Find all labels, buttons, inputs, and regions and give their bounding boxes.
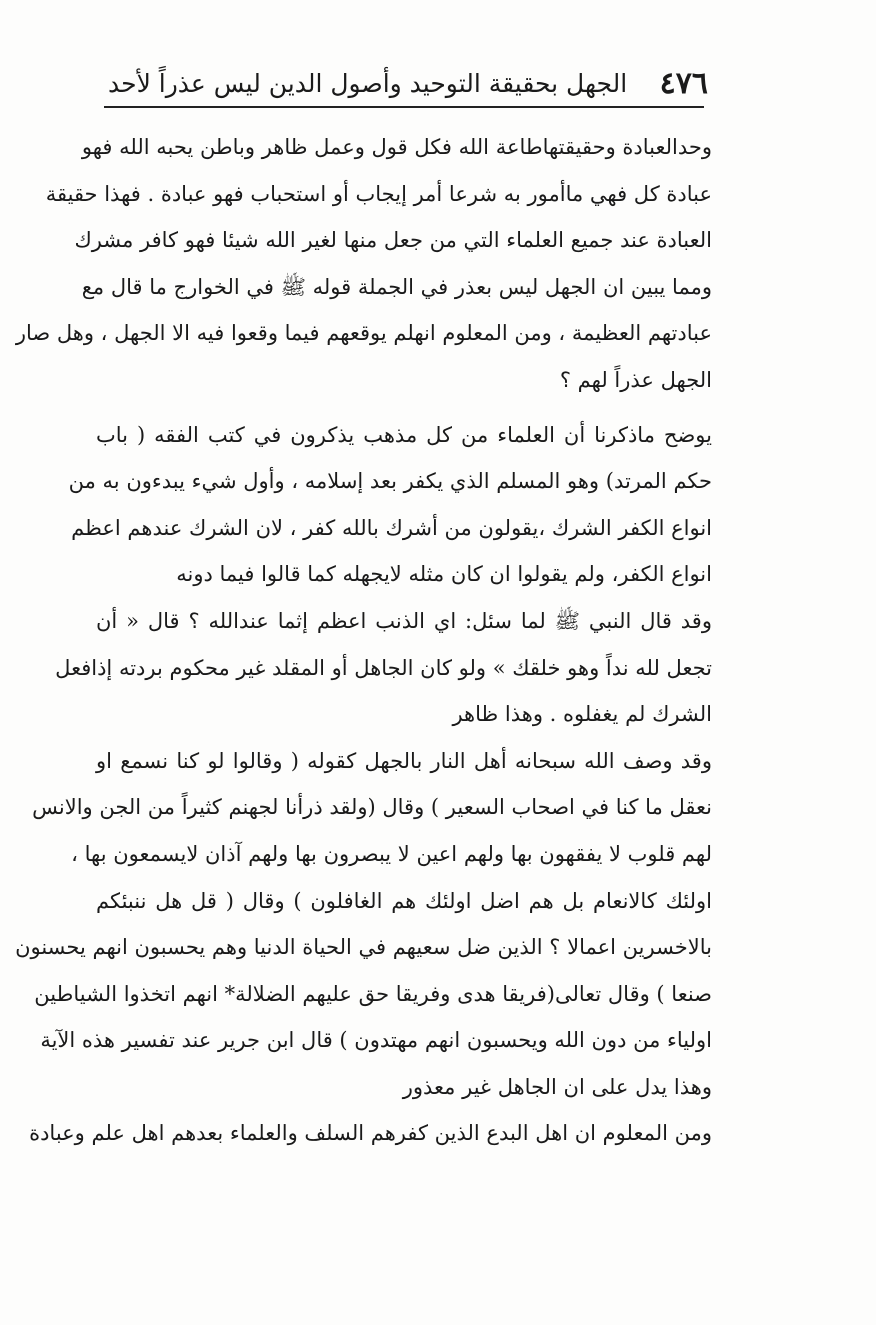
text-line: يوضح ماذكرنا أن العلماء من كل مذهب يذكرون في كتب الفقه ( باب bbox=[96, 422, 712, 447]
text-line: حكم المرتد) وهو المسلم الذي يكفر بعد إسلامه ، وأول شيء يبدءون به من bbox=[68, 469, 712, 494]
paragraph-5 bbox=[15, 738, 712, 1111]
paragraph-2 bbox=[15, 264, 712, 404]
text-line: صنعا ) وقال تعالى(فريقا هدى وفريقا حق عليهم الضلالة* انهم اتخذوا الشياطين bbox=[34, 981, 712, 1006]
page-header bbox=[108, 58, 708, 104]
text-line: تجعل لله نداً وهو خلقك » ولو كان الجاهل أو المقلد غير محكوم بردته إذافعل bbox=[55, 655, 712, 680]
page-number: ٤٧٦ bbox=[659, 66, 708, 101]
header-divider bbox=[104, 106, 704, 108]
text-line: نعقل ما كنا في اصحاب السعير ) وقال (ولقد ذرأنا لجهنم كثيراً من الجن والانس bbox=[32, 795, 712, 820]
paragraph-3 bbox=[68, 412, 712, 598]
text-line: بالاخسرين اعمالا ؟ الذين ضل سعيهم في الحياة الدنيا وهم يحسبون انهم يحسنون bbox=[15, 935, 712, 960]
text-line: لهم قلوب لا يفقهون بها ولهم اعين لا يبصرون بها ولهم آذان لايسمعون بها ، bbox=[71, 841, 712, 866]
text-line: انواع الكفر الشرك ،يقولون من أشرك بالله كفر ، لان الشرك عندهم اعظم bbox=[71, 515, 712, 540]
text-line: ومما يبين ان الجهل ليس بعذر في الجملة قوله ﷺ في الخوارج ما قال مع bbox=[81, 274, 712, 299]
text-line: عبادة كل فهي ماأمور به شرعا أمر إيجاب أو استحباب فهو عبادة . فهذا حقيقة bbox=[45, 181, 712, 206]
body-text bbox=[15, 124, 712, 1157]
text-line: عبادتهم العظيمة ، ومن المعلوم انهلم يوقعهم فيما وقعوا فيه الا الجهل ، وهل صار bbox=[15, 321, 712, 346]
text-line: وهذا يدل على ان الجاهل غير معذور bbox=[402, 1074, 712, 1099]
running-title: الجهل بحقيقة التوحيد وأصول الدين ليس عذراً لأحد bbox=[108, 69, 628, 98]
text-line: اولئك كالانعام بل هم اضل اولئك هم الغافلون ) وقال ( قل هل ننبئكم bbox=[96, 888, 712, 913]
paragraph-4 bbox=[55, 598, 712, 738]
text-line: الجهل عذراً لهم ؟ bbox=[559, 367, 712, 392]
paragraph-1 bbox=[45, 124, 712, 264]
text-line: العبادة عند جميع العلماء التي من جعل منها لغير الله شيئا فهو كافر مشرك bbox=[74, 228, 712, 253]
text-line: وقد قال النبي ﷺ لما سئل: اي الذنب اعظم إثما عندالله ؟ قال « أن bbox=[96, 608, 712, 633]
text-line: انواع الكفر، ولم يقولوا ان كان مثله لايجهله كما قالوا فيما دونه bbox=[176, 562, 712, 587]
text-line: اولياء من دون الله ويحسبون انهم مهتدون ) قال ابن جرير عند تفسير هذه الآية bbox=[40, 1028, 712, 1053]
text-line: وحدالعبادة وحقيقتهاطاعة الله فكل قول وعمل ظاهر وباطن يحبه الله فهو bbox=[81, 135, 712, 159]
text-line: وقد وصف الله سبحانه أهل النار بالجهل كقوله ( وقالوا لو كنا نسمع او bbox=[96, 748, 712, 773]
text-line: الشرك لم يغفلوه . وهذا ظاهر bbox=[452, 702, 712, 727]
paragraph-6 bbox=[29, 1110, 712, 1157]
text-line: ومن المعلوم ان اهل البدع الذين كفرهم السلف والعلماء بعدهم اهل علم وعبادة bbox=[29, 1121, 712, 1146]
